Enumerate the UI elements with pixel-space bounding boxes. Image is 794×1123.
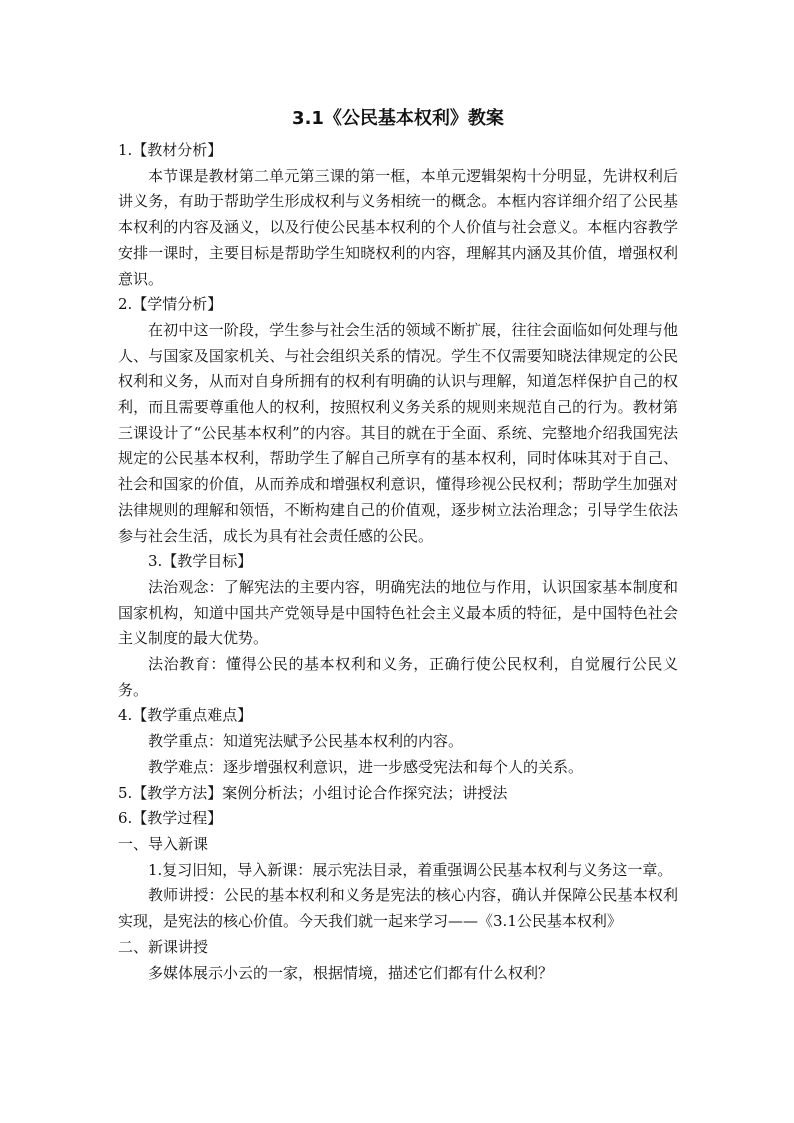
paragraph-review-introduction: 1.复习旧知，导入新课：展示宪法目录，着重强调公民基本权利与义务这一章。 <box>148 860 673 879</box>
paragraph-goal-rule-of-law-concept: 法治观念：了解宪法的主要内容，明确宪法的地位与作用，认识国家基本制度和国家机构，知道中国共产党领导是中国特色社会主义最本质的特征，是中国特色社会主义制度的最大优势。 <box>118 577 678 648</box>
section-heading-textbook-analysis: 1.【教材分析】 <box>118 141 223 159</box>
paragraph-goal-rule-of-law-education: 法治教育：懂得公民的基本权利和义务，正确行使公民权利，自觉履行公民义务。 <box>118 655 678 699</box>
section-heading-key-difficult-points: 4.【教学重点难点】 <box>118 706 253 725</box>
paragraph-teacher-lecture: 教师讲授：公民的基本权利和义务是宪法的核心内容，确认并保障公民基本权利实现，是宪法的核心价值。今天我们就一起来学习——《3.1公民基本权利》 <box>118 886 678 931</box>
section-heading-student-analysis: 2.【学情分析】 <box>118 295 223 314</box>
section-heading-teaching-process: 6.【教学过程】 <box>118 809 223 828</box>
document-page <box>118 104 678 986</box>
subsection-heading-introduction: 一、导入新课 <box>118 834 209 853</box>
paragraph-key-point: 教学重点：知道宪法赋予公民基本权利的内容。 <box>148 732 464 751</box>
document-title: 3.1《公民基本权利》教案 <box>292 108 504 129</box>
paragraph-textbook-analysis: 本节课是教材第二单元第三课的第一框，本单元逻辑架构十分明显，先讲权利后讲义务，有助于帮助学生形成权利与义务相统一的概念。本框内容详细介绍了公民基本权利的内容及涵义，以及行使公民基本权利的个人价值与社会意义。本框内容教学安排一课时，主要目标是帮助学生知晓权利的内容，理解其内涵及其价值，增强权利意识。 <box>118 166 678 288</box>
subsection-heading-new-lesson: 二、新课讲授 <box>118 937 209 956</box>
paragraph-student-analysis: 在初中这一阶段，学生参与社会生活的领域不断扩展，往往会面临如何处理与他人、与国家及国家机关、与社会组织关系的情况。学生不仅需要知晓法律规定的公民权利和义务，从而对自身所拥有的权利有明确的认识与理解，知道怎样保护自己的权利，而且需要尊重他人的权利，按照权利义务关系的规则来规范自己的行为。教材第三课设计了“公民基本权利”的内容。其目的就在于全面、系统、完整地介绍我国宪法规定的公民基本权利，帮助学生了解自己所享有的基本权利，同时体味其对于自己、社会和国家的价值，从而养成和增强权利意识，懂得珍视公民权利；帮助学生加强对法律规则的理解和领悟，不断构建自己的价值观，逐步树立法治理念；引导学生依法参与社会生活，成长为具有社会责任感的公民。 <box>118 320 678 545</box>
paragraph-difficult-point: 教学难点：逐步增强权利意识，进一步感受宪法和每个人的关系。 <box>148 757 584 776</box>
section-heading-teaching-goals: 3.【教学目标】 <box>148 552 253 571</box>
section-heading-teaching-methods: 5.【教学方法】案例分析法；小组讨论合作探究法；讲授法 <box>118 783 508 802</box>
paragraph-multimedia-display: 多媒体展示小云的一家，根据情境，描述它们都有什么权利？ <box>148 963 554 982</box>
